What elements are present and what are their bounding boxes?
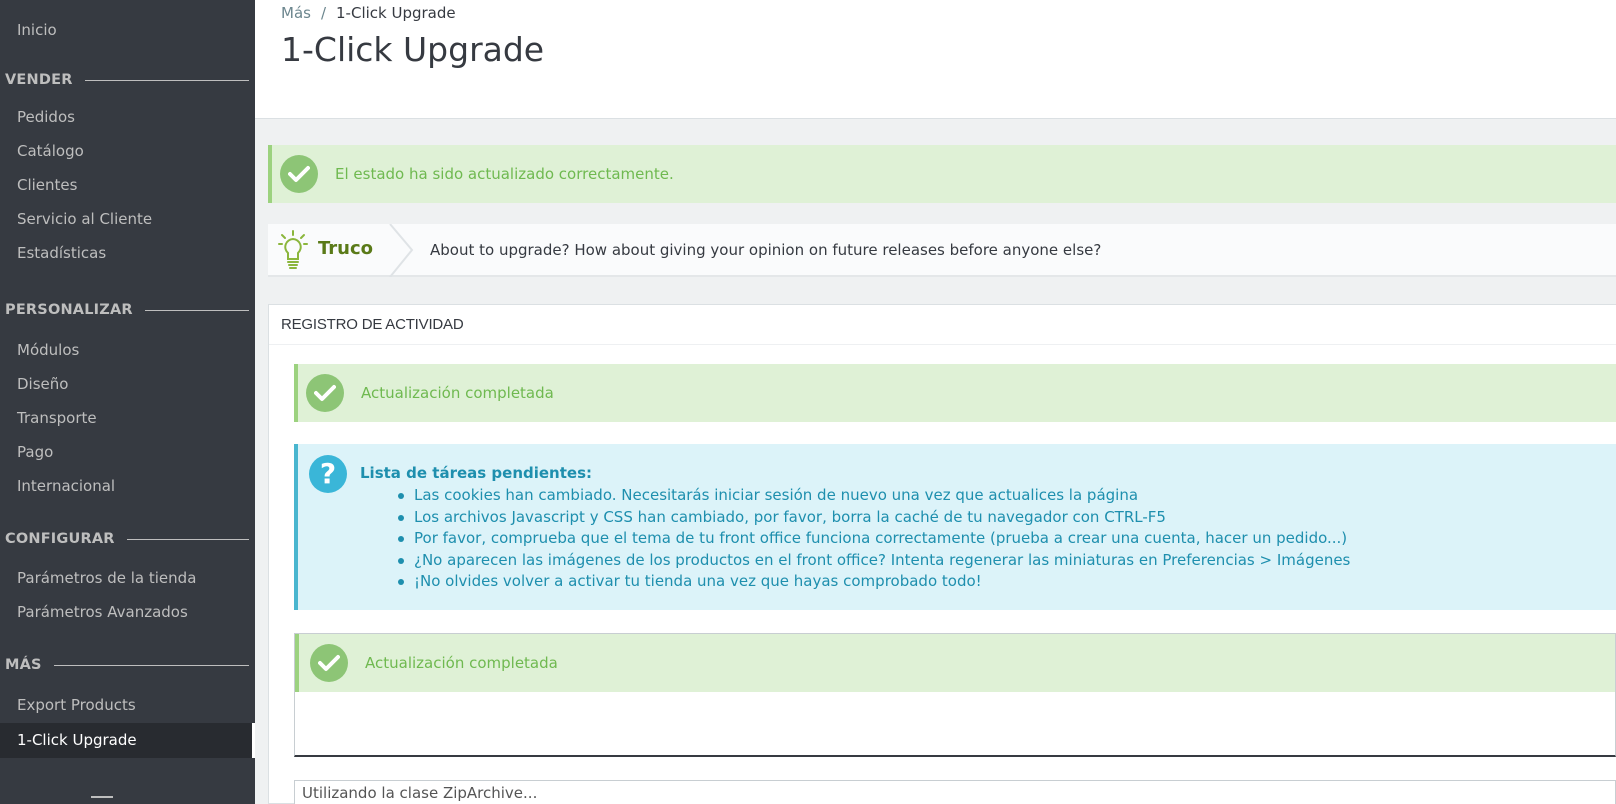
sidebar-item-1-click-upgrade[interactable]: 1-Click Upgrade: [17, 731, 137, 749]
sidebar: [0, 0, 255, 804]
list-item: ¡No olvides volver a activar tu tienda una vez que hayas comprobado todo!: [398, 571, 1350, 593]
sidebar-item-parametros-avanzados[interactable]: Parámetros Avanzados: [17, 603, 188, 621]
sidebar-collapse-icon[interactable]: [91, 796, 113, 798]
log-complete-alert: [295, 634, 1615, 692]
page-header: [255, 0, 1616, 119]
status-success-text: El estado ha sido actualizado correctamente.: [335, 165, 674, 183]
question-circle-icon: ?: [309, 455, 347, 493]
sidebar-item-export-products[interactable]: Export Products: [17, 696, 136, 714]
activity-log-box[interactable]: [294, 633, 1616, 757]
status-success-alert: [268, 145, 1616, 203]
panel-heading: [269, 305, 1616, 345]
breadcrumb-parent[interactable]: Más: [281, 4, 311, 22]
sidebar-active-indicator: [252, 723, 255, 758]
sidebar-item-transporte[interactable]: Transporte: [17, 409, 97, 427]
sidebar-section-configurar: [5, 531, 249, 547]
sidebar-item-pago[interactable]: Pago: [17, 443, 54, 461]
check-circle-icon: [310, 644, 348, 682]
upgrade-complete-text: Actualización completada: [361, 384, 554, 402]
section-title: PERSONALIZAR: [5, 302, 133, 318]
section-title: VENDER: [5, 72, 73, 88]
list-item: ¿No aparecen las imágenes de los productos en el front office? Intenta regenerar las miniaturas en Preferencias > Imágenes: [398, 550, 1350, 572]
list-item: Los archivos Javascript y CSS han cambiado, por favor, borra la caché de tu navegador con CTRL-F5: [398, 507, 1350, 529]
todo-list: [398, 485, 1350, 593]
log-complete-text: Actualización completada: [365, 654, 558, 672]
sidebar-section-mas: [5, 657, 249, 673]
lightbulb-icon: [278, 230, 308, 276]
sidebar-item-diseno[interactable]: Diseño: [17, 375, 69, 393]
log-output-line: [294, 780, 1616, 804]
sidebar-item-catalogo[interactable]: Catálogo: [17, 142, 84, 160]
breadcrumb: [281, 4, 456, 22]
section-title: CONFIGURAR: [5, 531, 115, 547]
section-divider: [127, 539, 249, 540]
section-divider: [85, 80, 249, 81]
sidebar-section-vender: [5, 72, 249, 88]
sidebar-item-estadisticas[interactable]: Estadísticas: [17, 244, 107, 262]
list-item: Por favor, comprueba que el tema de tu front office funciona correctamente (prueba a crear una cuenta, hacer un pedido...): [398, 528, 1350, 550]
section-title: MÁS: [5, 657, 42, 673]
tip-label: Truco: [318, 238, 374, 259]
page-title: 1-Click Upgrade: [281, 30, 545, 69]
list-item: Las cookies han cambiado. Necesitarás iniciar sesión de nuevo una vez que actualices la página: [398, 485, 1350, 507]
sidebar-section-personalizar: [5, 302, 249, 318]
sidebar-item-parametros-tienda[interactable]: Parámetros de la tienda: [17, 569, 197, 587]
panel-title: REGISTRO DE ACTIVIDAD: [281, 316, 464, 333]
sidebar-item-inicio[interactable]: Inicio: [17, 21, 57, 39]
section-divider: [145, 310, 249, 311]
chevron-right-icon: [388, 224, 418, 281]
tip-banner: [268, 224, 1616, 277]
todo-title: Lista de táreas pendientes:: [360, 464, 593, 482]
sidebar-item-pedidos[interactable]: Pedidos: [17, 108, 75, 126]
check-circle-icon: [306, 374, 344, 412]
sidebar-item-clientes[interactable]: Clientes: [17, 176, 78, 194]
sidebar-item-servicio-cliente[interactable]: Servicio al Cliente: [17, 210, 153, 228]
log-line-text: Utilizando la clase ZipArchive...: [302, 784, 538, 802]
sidebar-item-modulos[interactable]: Módulos: [17, 341, 80, 359]
todo-info-alert: [294, 444, 1616, 610]
upgrade-complete-alert: [294, 364, 1616, 422]
tip-text: About to upgrade? How about giving your opinion on future releases before anyone else?: [430, 241, 1102, 259]
breadcrumb-separator: /: [320, 4, 327, 22]
sidebar-item-internacional[interactable]: Internacional: [17, 477, 116, 495]
breadcrumb-current: 1-Click Upgrade: [336, 4, 456, 22]
section-divider: [54, 665, 249, 666]
check-circle-icon: [280, 155, 318, 193]
